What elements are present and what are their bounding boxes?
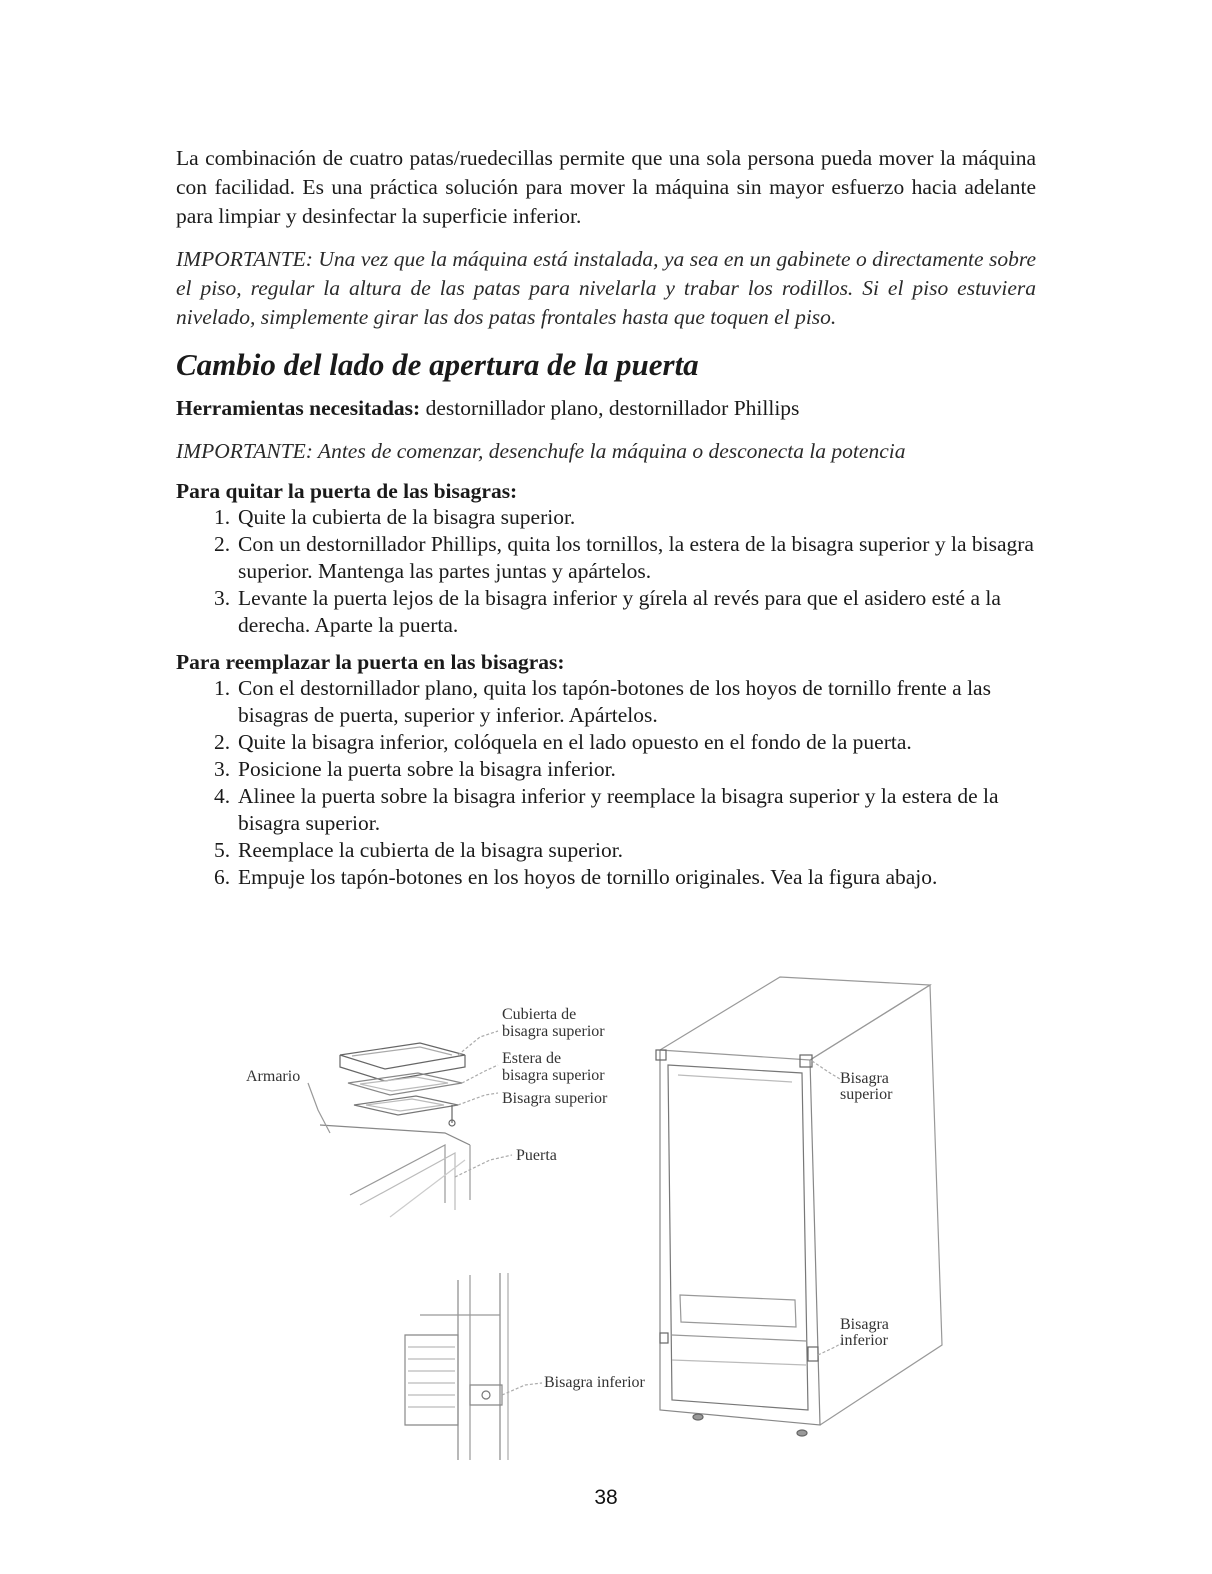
step-number: 1. xyxy=(214,505,231,529)
list-item xyxy=(176,675,1036,729)
label-door: Puerta xyxy=(516,1147,557,1164)
label-top-hinge-line1: Bisagra xyxy=(840,1070,889,1087)
step-number: 5. xyxy=(214,838,231,862)
page-number: 38 xyxy=(594,1486,618,1509)
list-item xyxy=(176,783,1036,837)
tools-value: destornillador plano, destornillador Phillips xyxy=(420,396,800,420)
top-hinge-exploded-view xyxy=(308,1031,512,1217)
important-power-note: IMPORTANTE: Antes de comenzar, desenchufe la máquina o desconecta la potencia xyxy=(176,439,906,463)
list-item xyxy=(176,837,1036,864)
list-item xyxy=(176,504,1036,531)
step-number: 2. xyxy=(214,532,231,556)
label-mat-line1: Estera de xyxy=(502,1050,562,1067)
label-bottom-hinge-small: Bisagra inferior xyxy=(544,1374,645,1391)
bottom-hinge-closeup-view xyxy=(405,1273,542,1460)
list-item xyxy=(176,585,1036,639)
step-text: Quite la bisagra inferior, colóquela en el lado opuesto en el fondo de la puerta. xyxy=(238,730,912,754)
step-text: Con un destornillador Phillips, quita los tornillos, la estera de la bisagra superior y la bisagra superior. Mantenga las partes juntas y apártelos. xyxy=(238,532,1034,583)
step-text: Quite la cubierta de la bisagra superior. xyxy=(238,505,576,529)
list-item xyxy=(176,531,1036,585)
replace-door-heading: Para reemplazar la puerta en las bisagras: xyxy=(176,650,565,674)
important-level-note: IMPORTANTE: Una vez que la máquina está instalada, ya sea en un gabinete o directamente sobre el piso, regular la altura de las patas para nivelarla y trabar los rodillos. Si el piso estuviera nivelado, simplemente girar las dos patas frontales hasta que toquen el piso. xyxy=(176,247,1036,329)
step-number: 6. xyxy=(214,865,231,889)
ice-machine-unit-view xyxy=(656,977,942,1436)
label-top-hinge-small: Bisagra superior xyxy=(502,1090,608,1107)
remove-door-steps xyxy=(176,504,1036,639)
step-text: Reemplace la cubierta de la bisagra superior. xyxy=(238,838,624,862)
remove-door-heading: Para quitar la puerta de las bisagras: xyxy=(176,479,518,503)
label-cover-line2: bisagra superior xyxy=(502,1023,605,1040)
step-number: 4. xyxy=(214,784,231,808)
label-cover-line1: Cubierta de xyxy=(502,1006,577,1023)
label-bottom-hinge-line1: Bisagra xyxy=(840,1316,889,1333)
step-text: Posicione la puerta sobre la bisagra inferior. xyxy=(238,757,616,781)
step-number: 1. xyxy=(214,676,231,700)
step-text: Levante la puerta lejos de la bisagra inferior y gírela al revés para que el asidero esté a la derecha. Aparte la puerta. xyxy=(238,586,1001,637)
tools-needed xyxy=(176,394,1036,423)
step-number: 3. xyxy=(214,586,231,610)
step-text: Con el destornillador plano, quita los tapón-botones de los hoyos de tornillo frente a las bisagras de puerta, superior y inferior. Apártelos. xyxy=(238,676,991,727)
step-number: 2. xyxy=(214,730,231,754)
intro-paragraph: La combinación de cuatro patas/ruedecillas permite que una sola persona pueda mover la máquina con facilidad. Es una práctica solución para mover la máquina sin mayor esfuerzo hacia adelante para limpiar y desinfectar la superficie inferior. xyxy=(176,146,1036,228)
section-title: Cambio del lado de apertura de la puerta xyxy=(176,347,699,382)
step-text: Empuje los tapón-botones en los hoyos de tornillo originales. Vea la figura abajo. xyxy=(238,865,938,889)
step-number: 3. xyxy=(214,757,231,781)
door-hinge-figure xyxy=(240,955,960,1475)
page-content xyxy=(176,144,1036,901)
list-item xyxy=(176,756,1036,783)
step-text: Alinee la puerta sobre la bisagra inferior y reemplace la bisagra superior y la estera de la bisagra superior. xyxy=(238,784,999,835)
hinge-diagram xyxy=(240,955,960,1475)
label-mat-line2: bisagra superior xyxy=(502,1067,605,1084)
label-top-hinge-line2: superior xyxy=(840,1086,893,1103)
replace-door-steps xyxy=(176,675,1036,891)
list-item xyxy=(176,729,1036,756)
list-item xyxy=(176,864,1036,891)
tools-label: Herramientas necesitadas: xyxy=(176,396,421,420)
label-bottom-hinge-line2: inferior xyxy=(840,1332,888,1349)
label-cabinet: Armario xyxy=(246,1068,301,1085)
